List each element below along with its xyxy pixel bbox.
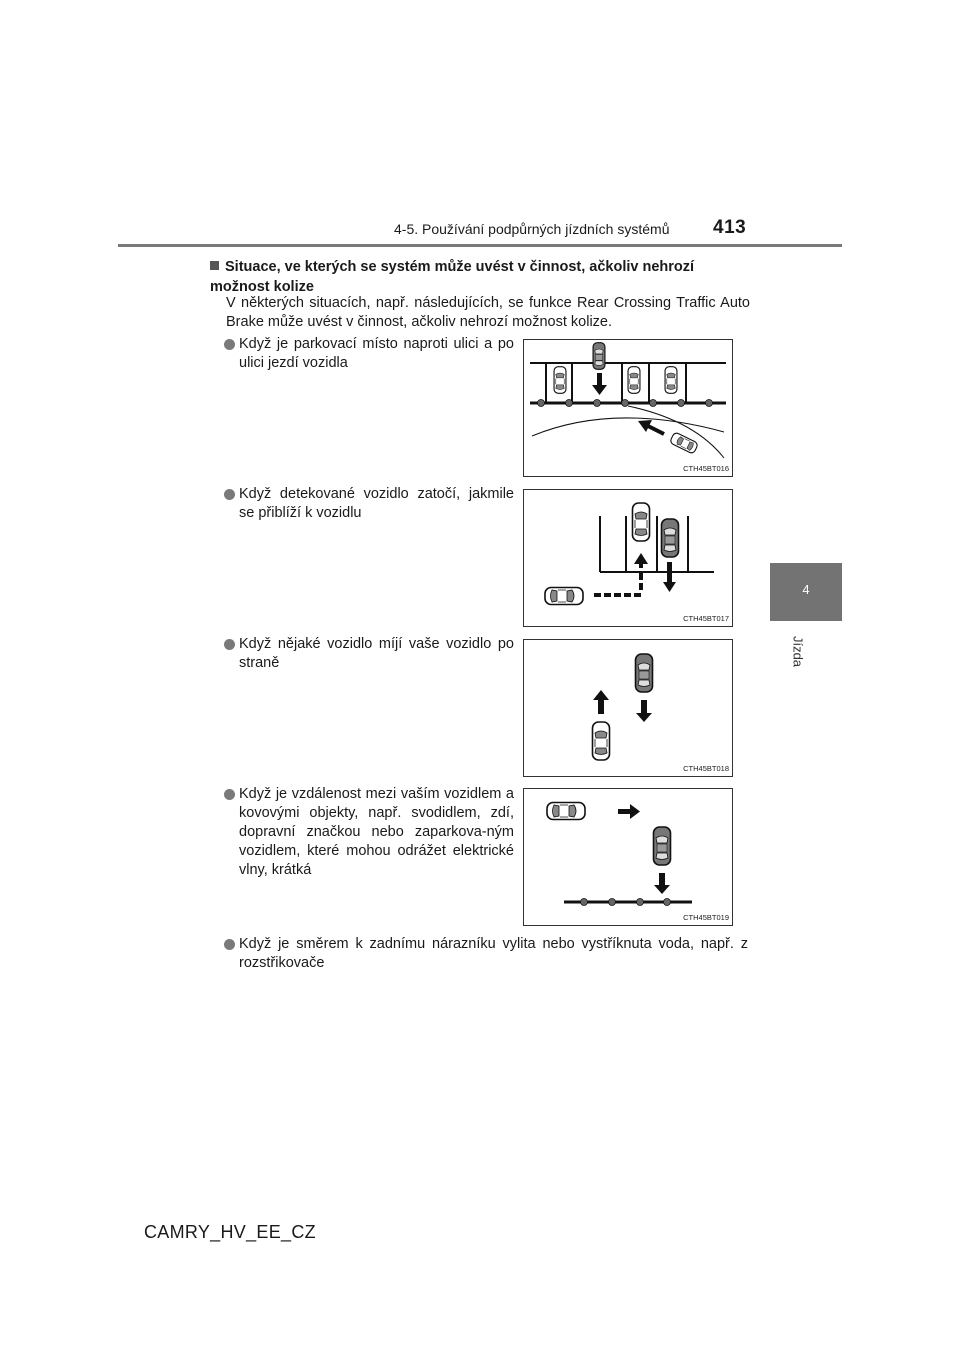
section-intro: V některých situacích, např. následujících, se funkce Rear Crossing Traffic Auto Brake může uvést v činnost, ačkoliv nehrozí možnost kolize.: [226, 295, 750, 330]
round-bullet-icon: [224, 939, 235, 950]
list-item: [224, 935, 748, 973]
header-section-title: 4-5. Používání podpůrných jízdních systémů: [394, 221, 670, 237]
round-bullet-icon: [224, 789, 235, 800]
chapter-label-text: Jízda: [790, 635, 806, 668]
list-item: [224, 485, 514, 523]
figure-code: CTH45BT019: [683, 913, 729, 922]
square-bullet-icon: [210, 261, 219, 270]
section-heading-text: Situace, ve kterých se systém může uvést v činnost, ačkoliv nehrozí možnost kolize: [210, 259, 695, 295]
list-item-text: Když nějaké vozidlo míjí vaše vozidlo po straně: [239, 636, 514, 671]
chapter-tab[interactable]: [770, 563, 842, 621]
list-item-text: Když detekované vozidlo zatočí, jakmile se přiblíží k vozidlu: [239, 486, 514, 521]
round-bullet-icon: [224, 489, 235, 500]
figure-code: CTH45BT017: [683, 614, 729, 623]
section-heading: [210, 257, 750, 297]
chapter-label: [788, 630, 808, 680]
figure-parking-across-street: [523, 339, 733, 477]
list-item: [224, 335, 514, 373]
figure-vehicle-turning: [523, 489, 733, 627]
chapter-number: 4: [802, 582, 810, 597]
round-bullet-icon: [224, 639, 235, 650]
list-item: [224, 635, 514, 673]
figure-code: CTH45BT018: [683, 764, 729, 773]
list-item-text: Když je vzdálenost mezi vaším vozidlem a kovovými objekty, např. svodidlem, zdí, dopravní značkou nebo zaparkova-ným vozidlem, které mohou odrážet elektrické vlny, krátká: [239, 786, 514, 878]
list-item: [224, 785, 514, 880]
figure-metal-objects-near: [523, 788, 733, 926]
figure-vehicle-passing: [523, 639, 733, 777]
round-bullet-icon: [224, 339, 235, 350]
list-item-text: Když je směrem k zadnímu nárazníku vylita nebo vystříknuta voda, např. z rozstřikovače: [239, 936, 748, 971]
list-item-text: Když je parkovací místo naproti ulici a po ulici jezdí vozidla: [239, 336, 514, 371]
figure-code: CTH45BT016: [683, 464, 729, 473]
page-number: 413: [713, 217, 747, 238]
header-rule: [118, 244, 842, 247]
document-footer-code: CAMRY_HV_EE_CZ: [144, 1222, 316, 1242]
